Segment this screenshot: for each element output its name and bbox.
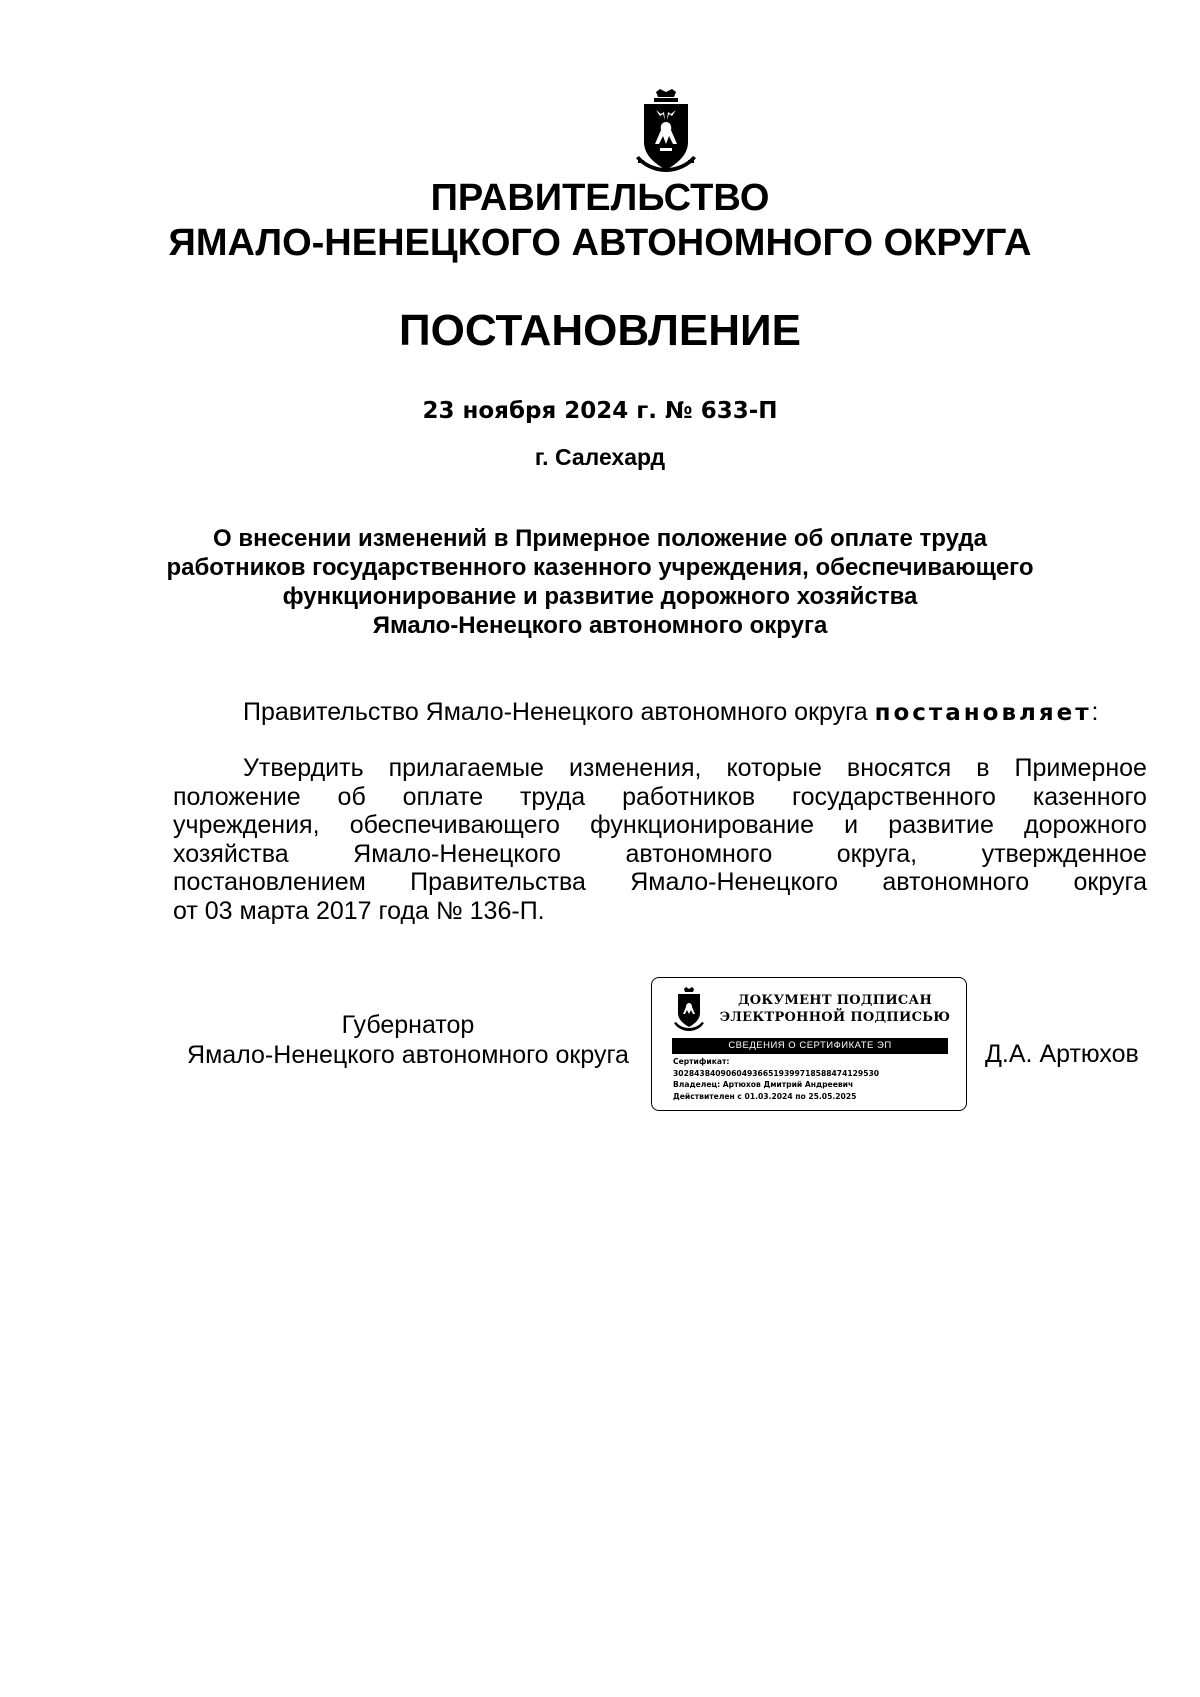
- certificate-label: Сертификат:: [673, 1057, 730, 1066]
- org-line-2: ЯМАЛО-НЕНЕЦКОГО АВТОНОМНОГО ОКРУГА: [168, 222, 1032, 264]
- subject-line: Ямало-Ненецкого автономного округа: [372, 612, 828, 639]
- decree-word: учреждения,: [173, 811, 320, 839]
- preamble: [173, 697, 1147, 728]
- certificate-owner: Владелец: Артюхов Дмитрий Андреевич: [673, 1080, 854, 1089]
- decree-word: государственного: [792, 782, 996, 811]
- decree-word: труда: [519, 782, 586, 811]
- signer-role-line-1: Губернатор: [341, 1011, 475, 1039]
- preamble-keyword: постановляет: [874, 700, 1092, 726]
- decree-word: хозяйства: [173, 839, 289, 868]
- decree-word: автономного: [882, 868, 1030, 896]
- decree-word: постановлением: [173, 868, 366, 896]
- document-type: ПОСТАНОВЛЕНИЕ: [398, 306, 802, 355]
- subject-line: работников государственного казенного учреждения, обеспечивающего: [166, 554, 1034, 581]
- decree-word: Утвердить: [243, 754, 364, 782]
- decree-line: [173, 840, 1147, 869]
- preamble-text: Правительство Ямало-Ненецкого автономного округа: [243, 698, 875, 726]
- decree-word: оплате: [402, 782, 484, 811]
- stamp-certificate-info: [673, 1056, 879, 1102]
- decree-word: автономного: [625, 839, 773, 868]
- document-subject: [0, 524, 1200, 640]
- e-signature-stamp: [651, 977, 967, 1111]
- decree-word: Ямало-Ненецкого: [630, 868, 839, 896]
- decree-paragraph: [173, 754, 1147, 925]
- document-city: г. Салехард: [534, 444, 666, 470]
- decree-word: утвержденное: [981, 839, 1147, 868]
- decree-word: функционирование: [590, 811, 815, 839]
- decree-word: об: [337, 782, 366, 811]
- subject-line: функционирование и развитие дорожного хозяйства: [282, 583, 918, 610]
- decree-line: [173, 754, 1147, 783]
- decree-line: [173, 811, 1147, 840]
- decree-word: казенного: [1032, 782, 1147, 811]
- decree-word: Правительства: [410, 868, 586, 896]
- subject-line: О внесении изменений в Примерное положение об оплате труда: [213, 525, 987, 552]
- government-title: [0, 176, 1200, 266]
- decree-word: в: [976, 754, 990, 782]
- signer-role: [173, 1010, 643, 1070]
- decree-word: прилагаемые: [388, 754, 544, 782]
- document-date-number: 23 ноября 2024 г. № 633-П: [422, 398, 778, 424]
- coat-of-arms-icon: [630, 88, 702, 176]
- stamp-heading: [710, 992, 960, 1026]
- decree-word: Ямало-Ненецкого: [353, 839, 561, 868]
- certificate-number: 302843840906049366519399718588474129530: [673, 1068, 880, 1078]
- decree-word: вносятся: [846, 754, 952, 782]
- decree-word: работников: [622, 782, 756, 811]
- decree-word: обеспечивающего: [349, 811, 560, 839]
- decree-line: [173, 783, 1147, 812]
- stamp-heading-line-1: ДОКУМЕНТ ПОДПИСАН: [737, 993, 933, 1008]
- decree-line: [173, 868, 1147, 897]
- decree-word: положение: [173, 782, 301, 811]
- decree-line: от 03 марта 2017 года № 136-П.: [173, 896, 545, 925]
- decree-word: развитие: [888, 811, 994, 839]
- org-line-1: ПРАВИТЕЛЬСТВО: [430, 177, 770, 219]
- preamble-colon: :: [1091, 698, 1099, 726]
- decree-word: Примерное: [1014, 754, 1147, 782]
- decree-word: изменения,: [568, 754, 702, 782]
- stamp-certificate-bar: СВЕДЕНИЯ О СЕРТИФИКАТЕ ЭП: [672, 1038, 948, 1054]
- decree-word: округа,: [836, 839, 918, 868]
- signer-name: Д.А. Артюхов: [985, 1040, 1139, 1068]
- stamp-coat-of-arms-icon: [672, 987, 706, 1035]
- decree-word: которые: [726, 754, 822, 782]
- decree-word: дорожного: [1024, 811, 1147, 839]
- signer-role-line-2: Ямало-Ненецкого автономного округа: [187, 1041, 629, 1069]
- certificate-validity: Действителен с 01.03.2024 по 25.05.2025: [673, 1091, 857, 1101]
- stamp-heading-line-2: ЭЛЕКТРОННОЙ ПОДПИСЬЮ: [719, 1010, 951, 1025]
- decree-word: округа: [1073, 868, 1147, 896]
- decree-word: и: [844, 811, 859, 839]
